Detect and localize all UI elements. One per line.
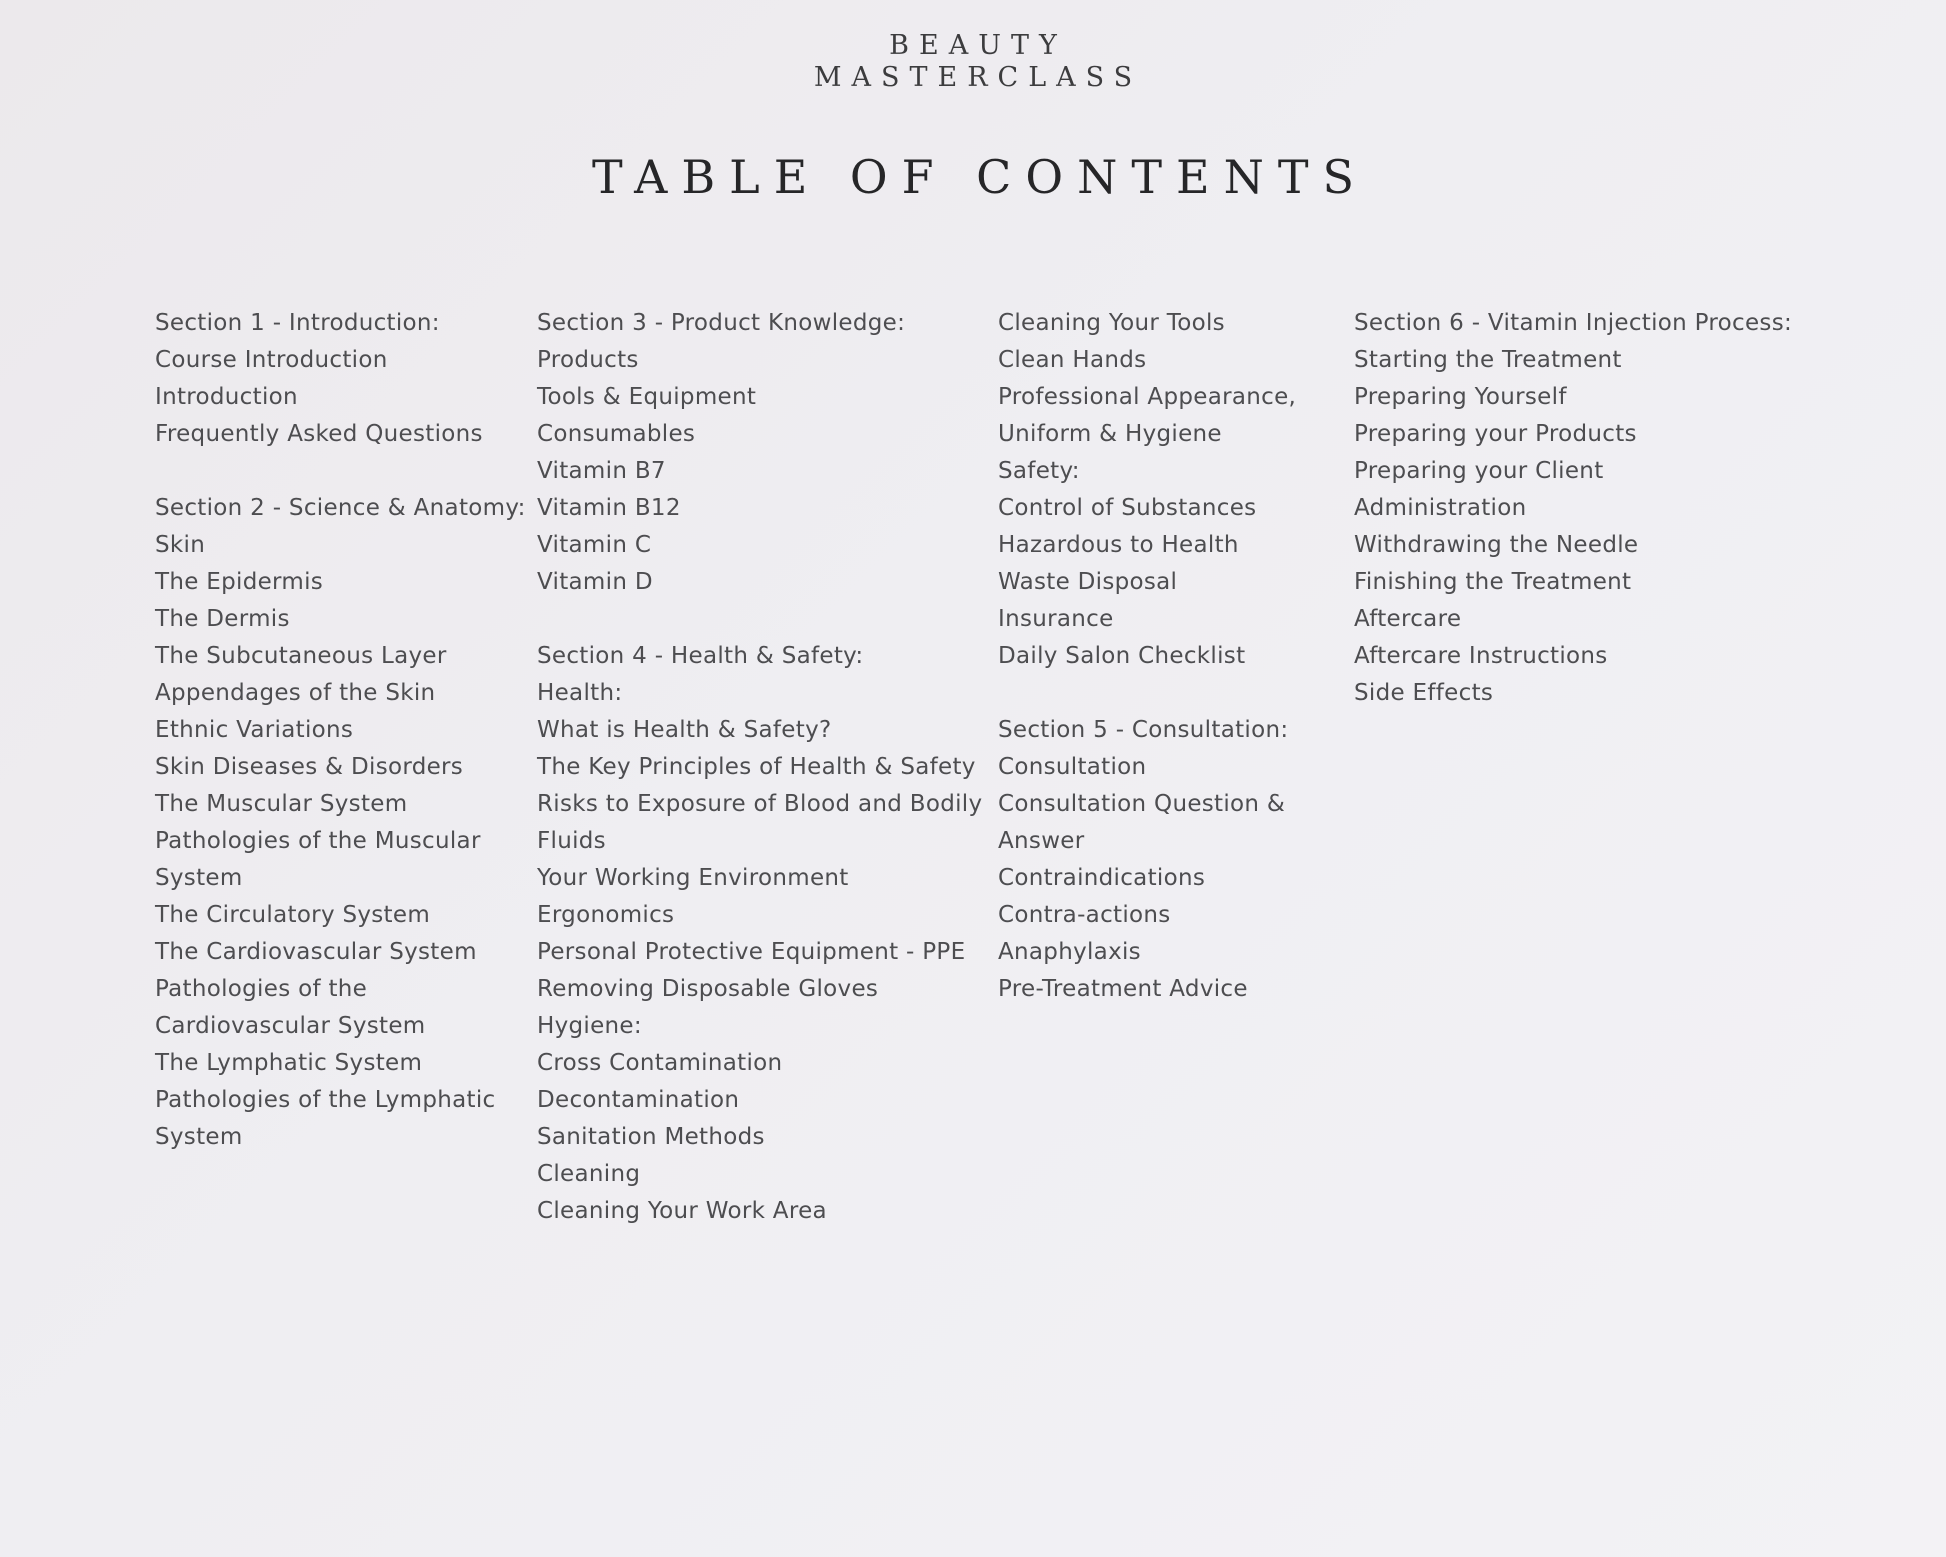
toc-item: System bbox=[155, 865, 243, 891]
toc-item: Daily Salon Checklist bbox=[998, 643, 1246, 669]
toc-item: Pathologies of the Muscular bbox=[155, 828, 481, 854]
toc-item: The Dermis bbox=[155, 606, 290, 632]
toc-item: Pathologies of the Lymphatic bbox=[155, 1087, 496, 1113]
toc-column-2 bbox=[537, 305, 982, 1230]
toc-item: Sanitation Methods bbox=[537, 1124, 765, 1150]
toc-column-1 bbox=[155, 305, 526, 1156]
toc-item: Side Effects bbox=[1354, 680, 1494, 706]
toc-item: Contraindications bbox=[998, 865, 1206, 891]
toc-spacer bbox=[155, 453, 526, 490]
toc-item: Frequently Asked Questions bbox=[155, 421, 483, 447]
toc-item: Your Working Environment bbox=[537, 865, 849, 891]
toc-item: Cleaning bbox=[537, 1161, 641, 1187]
toc-item: Skin bbox=[155, 532, 206, 558]
toc-item: The Muscular System bbox=[155, 791, 408, 817]
toc-item: Preparing your Client bbox=[1354, 458, 1604, 484]
toc-item: Hygiene: bbox=[537, 1013, 642, 1039]
toc-item: Vitamin C bbox=[537, 532, 652, 558]
toc-item: Aftercare bbox=[1354, 606, 1462, 632]
toc-item: Anaphylaxis bbox=[998, 939, 1141, 965]
toc-section-heading: Section 5 - Consultation: bbox=[998, 717, 1289, 743]
toc-item: Waste Disposal bbox=[998, 569, 1178, 595]
toc-item: Vitamin D bbox=[537, 569, 653, 595]
toc-item: Pathologies of the bbox=[155, 976, 368, 1002]
toc-item: Risks to Exposure of Blood and Bodily bbox=[537, 791, 983, 817]
toc-spacer bbox=[537, 601, 982, 638]
toc-section-heading: Section 6 - Vitamin Injection Process: bbox=[1354, 310, 1793, 336]
toc-item: Consultation bbox=[998, 754, 1147, 780]
toc-item: Tools & Equipment bbox=[537, 384, 757, 410]
toc-item: Products bbox=[537, 347, 639, 373]
toc-item: Vitamin B12 bbox=[537, 495, 681, 521]
toc-item: The Cardiovascular System bbox=[155, 939, 477, 965]
toc-item: Ethnic Variations bbox=[155, 717, 354, 743]
toc-item: Cross Contamination bbox=[537, 1050, 783, 1076]
toc-item: Answer bbox=[998, 828, 1085, 854]
toc-item: Removing Disposable Gloves bbox=[537, 976, 879, 1002]
toc-item: Ergonomics bbox=[537, 902, 675, 928]
toc-item: System bbox=[155, 1124, 243, 1150]
toc-item: The Circulatory System bbox=[155, 902, 431, 928]
toc-item: Insurance bbox=[998, 606, 1114, 632]
toc-item: Professional Appearance, bbox=[998, 384, 1297, 410]
toc-spacer bbox=[998, 675, 1296, 712]
toc-column-4 bbox=[1354, 305, 1792, 712]
toc-column-3 bbox=[998, 305, 1296, 1008]
toc-item: Personal Protective Equipment - PPE bbox=[537, 939, 966, 965]
toc-section-heading: Section 4 - Health & Safety: bbox=[537, 643, 864, 669]
toc-item: Pre-Treatment Advice bbox=[998, 976, 1248, 1002]
toc-item: Consumables bbox=[537, 421, 696, 447]
toc-item: Uniform & Hygiene bbox=[998, 421, 1222, 447]
toc-item: Contra-actions bbox=[998, 902, 1171, 928]
toc-item: Aftercare Instructions bbox=[1354, 643, 1608, 669]
toc-item: Preparing Yourself bbox=[1354, 384, 1567, 410]
page-title: TABLE OF CONTENTS bbox=[591, 150, 1369, 204]
brand-line-2: MASTERCLASS bbox=[813, 62, 1143, 93]
toc-item: Course Introduction bbox=[155, 347, 388, 373]
toc-item: What is Health & Safety? bbox=[537, 717, 832, 743]
toc-item: Control of Substances bbox=[998, 495, 1257, 521]
toc-section-heading: Section 1 - Introduction: bbox=[155, 310, 440, 336]
toc-item: Administration bbox=[1354, 495, 1527, 521]
toc-item: The Subcutaneous Layer bbox=[155, 643, 447, 669]
brand-line-1: BEAUTY bbox=[889, 30, 1067, 61]
toc-item: Starting the Treatment bbox=[1354, 347, 1622, 373]
toc-item: Consultation Question & bbox=[998, 791, 1286, 817]
toc-item: The Key Principles of Health & Safety bbox=[537, 754, 976, 780]
toc-item: Introduction bbox=[155, 384, 298, 410]
toc-item: Preparing your Products bbox=[1354, 421, 1637, 447]
toc-item: Hazardous to Health bbox=[998, 532, 1239, 558]
toc-item: Health: bbox=[537, 680, 623, 706]
toc-item: Cardiovascular System bbox=[155, 1013, 426, 1039]
toc-item: The Lymphatic System bbox=[155, 1050, 423, 1076]
toc-item: Safety: bbox=[998, 458, 1080, 484]
toc-item: The Epidermis bbox=[155, 569, 324, 595]
toc-item: Cleaning Your Tools bbox=[998, 310, 1225, 336]
toc-section-heading: Section 3 - Product Knowledge: bbox=[537, 310, 906, 336]
toc-item: Clean Hands bbox=[998, 347, 1147, 373]
toc-item: Fluids bbox=[537, 828, 606, 854]
toc-section-heading: Section 2 - Science & Anatomy: bbox=[155, 495, 526, 521]
toc-item: Appendages of the Skin bbox=[155, 680, 436, 706]
toc-item: Cleaning Your Work Area bbox=[537, 1198, 827, 1224]
toc-item: Withdrawing the Needle bbox=[1354, 532, 1639, 558]
toc-item: Skin Diseases & Disorders bbox=[155, 754, 464, 780]
toc-item: Vitamin B7 bbox=[537, 458, 666, 484]
toc-item: Finishing the Treatment bbox=[1354, 569, 1632, 595]
brand-logo bbox=[0, 30, 1946, 94]
toc-item: Decontamination bbox=[537, 1087, 740, 1113]
